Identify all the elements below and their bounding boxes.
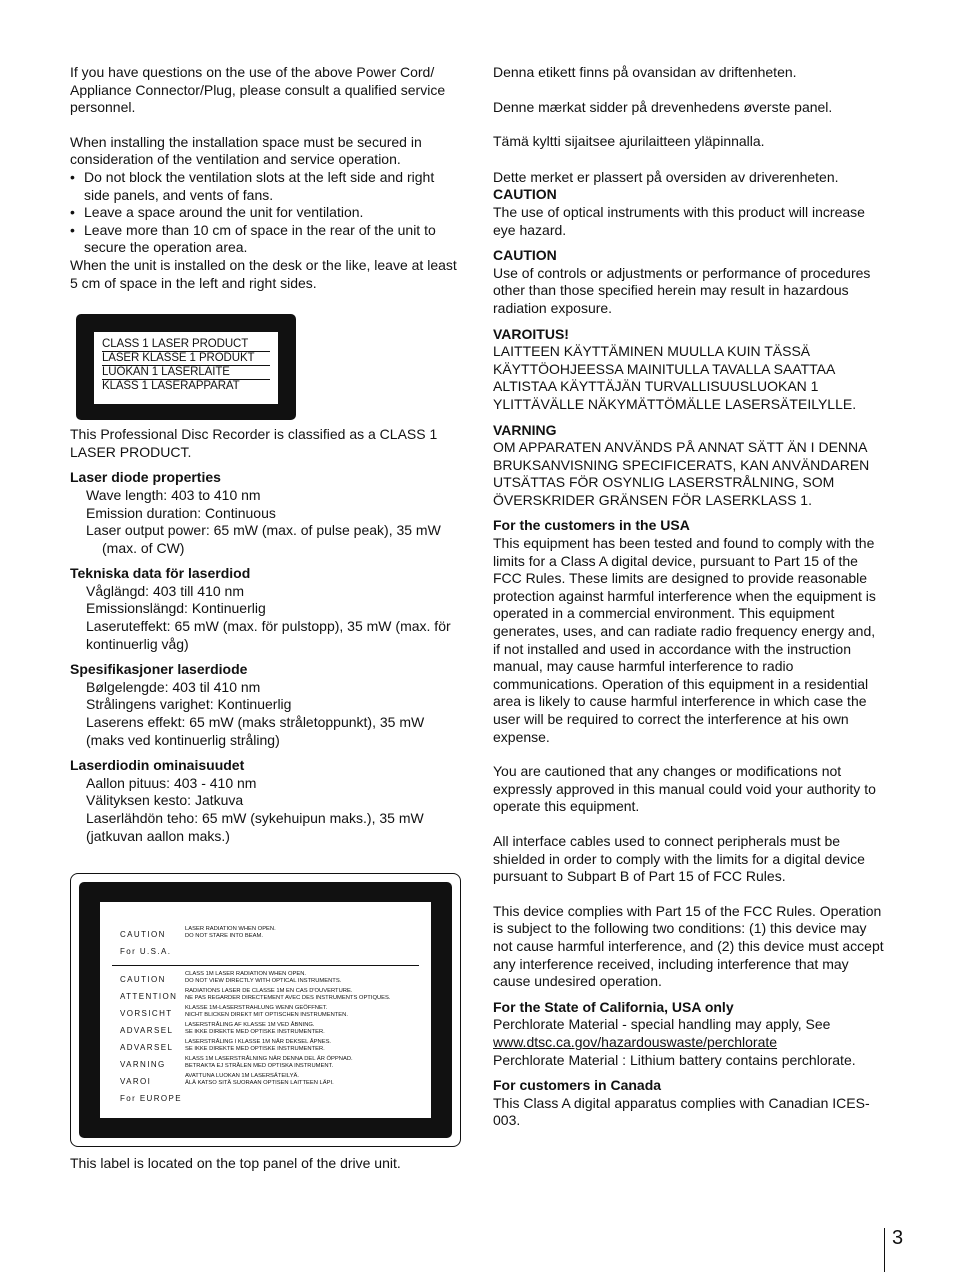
label-word: ATTENTION xyxy=(120,992,178,1002)
label-text: CLASS 1M LASER RADIATION WHEN OPEN. xyxy=(185,971,307,978)
caution-text: Use of controls or adjustments or performance of procedures other than those specified herein may result in hazardous radiation exposure. xyxy=(493,264,871,316)
label-text: LASERSTRÅLING AF KLASSE 1M VED ÅBNING. xyxy=(185,1022,315,1029)
section-heading: Spesifikasjoner laserdiode xyxy=(70,661,248,678)
bullet-item: • Leave more than 10 cm of space in the rear of the unit to secure the operation area. xyxy=(70,222,462,257)
label-text: RADIATIONS LASER DE CLASSE 1M EN CAS D'OUVERTURE. xyxy=(185,988,353,995)
installation-paragraph: When installing the installation space must be secured in consideration of the ventilation and service operation. xyxy=(70,133,422,168)
installation-bullets xyxy=(70,169,462,257)
label-location-line: Denne mærkat sidder på drevenhedens øverste panel. xyxy=(493,98,833,115)
label-word: ADVARSEL xyxy=(120,1043,174,1053)
label-location-line: Denna etikett finns på ovansidan av driftenheten. xyxy=(493,64,797,80)
laser-label-line: KLASS 1 LASERAPPARAT xyxy=(102,380,240,393)
page-number-divider xyxy=(884,1228,885,1272)
perchlorate-link[interactable]: www.dtsc.ca.gov/hazardouswaste/perchlorate xyxy=(493,1033,778,1050)
section-line: Våglängd: 403 till 410 nm xyxy=(86,582,244,599)
label-region: For U.S.A. xyxy=(120,947,172,957)
label-text: NICHT BLICKEN DIREKT MIT OPTISCHEN INSTRUMENTEN. xyxy=(185,1012,348,1019)
power-cord-paragraph: If you have questions on the use of the above Power Cord/ Appliance Connector/Plug, please consult a qualified service personnel. xyxy=(70,64,446,116)
perchlorate-text: Perchlorate Material - special handling may apply, See xyxy=(493,1016,831,1033)
section-line: Wave length: 403 to 410 nm xyxy=(86,486,261,503)
california-heading: For the State of California, USA only xyxy=(493,998,734,1015)
laser-section xyxy=(70,757,462,845)
section-line: Laseruteffekt: 65 mW (max. för pulstopp), 35 mW (max. för kontinuerlig våg) xyxy=(86,618,451,652)
section-line: Strålingens varighet: Kontinuerlig xyxy=(86,696,292,713)
label-location-paragraph: This label is located on the top panel of the drive unit. xyxy=(70,1155,401,1172)
label-text: DO NOT VIEW DIRECTLY WITH OPTICAL INSTRUMENTS. xyxy=(185,978,342,985)
label-text: BETRAKTA EJ STRÅLEN MED OPTISKA INSTRUMENT. xyxy=(185,1063,334,1070)
section-line: Välityksen kesto: Jatkuva xyxy=(86,792,244,809)
label-text: LASER RADIATION WHEN OPEN. xyxy=(185,926,276,933)
class1-laser-label xyxy=(76,314,296,420)
label-word: ADVARSEL xyxy=(120,1026,174,1036)
laser-label-line: CLASS 1 LASER PRODUCT xyxy=(102,338,270,352)
label-word: CAUTION xyxy=(120,975,166,985)
label-location-line: Tämä kyltti sijaitsee ajurilaitteen yläpinnalla. xyxy=(493,133,765,150)
laser-section xyxy=(70,469,462,557)
usa-heading: For the customers in the USA xyxy=(493,517,690,534)
varoitus-text: LAITTEEN KÄYTTÄMINEN MUULLA KUIN TÄSSÄ KÄYTTÖOHJEESSA MAINITULLA TAVALLA SAATTAA ALTISTAA KÄYTTÄJÄN TURVALLISUUSLUOKAN 1 YLITTÄVÄLLE NÄKYMÄTTÖMÄLLE LASERSÄTEILYLLE. xyxy=(493,343,857,412)
fcc-paragraph: All interface cables used to connect peripherals must be shielded in order to comply with the limits for a digital device pursuant to Subpart B of Part 15 of FCC Rules. xyxy=(493,832,865,885)
label-text: DO NOT STARE INTO BEAM. xyxy=(185,933,263,940)
section-heading: Laser diode properties xyxy=(70,469,221,486)
label-word: VORSICHT xyxy=(120,1009,173,1019)
label-text: AVATTUNA LUOKAN 1M LASERSÄTEILYÄ. xyxy=(185,1073,299,1080)
varoitus-heading: VAROITUS! xyxy=(493,325,569,342)
left-column xyxy=(70,64,462,1173)
section-line: Emission duration: Continuous xyxy=(86,504,276,521)
caution-text: The use of optical instruments with this product will increase eye hazard. xyxy=(493,203,865,238)
label-text: SE IKKE DIREKTE MED OPTISKE INSTRUMENTER. xyxy=(185,1029,325,1036)
caution-heading: CAUTION xyxy=(493,247,557,264)
fcc-paragraph: This equipment has been tested and found to comply with the limits for a Class A digital device, pursuant to Part 15 of the FCC Rules. These limits are designed to provide reasonable protection against harmful interference when the equipment is operated in a commercial environment. This equipment generates, uses, and can radiate radio frequency energy and, if not installed and used in accordance with the instruction manual, may cause harmful interference to radio communications. Operation of this equipment in a residential area is likely to cause harmful interference in which case the user will be required to correct the interference at his own expense. xyxy=(493,535,876,745)
section-heading: Tekniska data för laserdiod xyxy=(70,565,251,582)
bullet-item: • Leave a space around the unit for ventilation. xyxy=(70,204,462,222)
right-column xyxy=(493,64,885,1130)
label-word: VARNING xyxy=(120,1060,166,1070)
section-line: Laserens effekt: 65 mW (maks stråletoppunkt), 35 mW (maks ved kontinuerlig stråling) xyxy=(86,714,425,748)
laser-section xyxy=(70,565,462,653)
label-word: VAROI xyxy=(120,1077,152,1087)
varning-heading: VARNING xyxy=(493,421,557,438)
label-divider xyxy=(112,965,419,966)
label-text: KLASSE 1M-LASERSTRAHLUNG WENN GEÖFFNET. xyxy=(185,1005,328,1012)
label-text: SE IKKE DIREKTE MED OPTISKE INSTRUMENTER. xyxy=(185,1046,325,1053)
fcc-paragraph: This device complies with Part 15 of the FCC Rules. Operation is subject to the following two conditions: (1) this device may not cause harmful interference, and (2) this device must accept any interference received, including interference that may cause undesired operation. xyxy=(493,902,884,990)
page-number: 3 xyxy=(892,1227,904,1249)
laser-section xyxy=(70,661,462,749)
caution-label-image xyxy=(70,873,461,1147)
label-location-line: Dette merket er plassert på oversiden av driverenheten. xyxy=(493,168,839,185)
caution-heading: CAUTION xyxy=(493,186,557,203)
section-heading: Laserdiodin ominaisuudet xyxy=(70,757,245,774)
varning-text: OM APPARATEN ANVÄNDS PÅ ANNAT SÄTT ÄN I DENNA BRUKSANVISNING SPECIFICERATS, KAN ANVÄNDAREN UTSÄTTAS FÖR OSYNLIG LASERSTRÅLNING, SOM ÖVERSKRIDER GRÄNSEN FÖR LASERKLASS 1. xyxy=(493,439,870,508)
section-line: Aallon pituus: 403 - 410 nm xyxy=(86,774,257,791)
section-line: Laser output power: 65 mW (max. of pulse peak), 35 mW (max. of CW) xyxy=(86,522,441,556)
canada-text: This Class A digital apparatus complies with Canadian ICES-003. xyxy=(493,1094,870,1129)
canada-heading: For customers in Canada xyxy=(493,1077,662,1094)
section-line: Bølgelengde: 403 til 410 nm xyxy=(86,678,261,695)
label-text: LASERSTRÅLING I KLASSE 1M NÅR DEKSEL ÅPNES. xyxy=(185,1039,332,1046)
section-line: Laserlähdön teho: 65 mW (sykehuipun maks.), 35 mW (jatkuvan aallon maks.) xyxy=(86,810,424,844)
label-text: NE PAS REGARDER DIRECTEMENT AVEC DES INSTRUMENTS OPTIQUES. xyxy=(185,995,391,1002)
bullet-item: • Do not block the ventilation slots at the left side and right side panels, and vents of fans. xyxy=(70,169,462,204)
classification-paragraph: This Professional Disc Recorder is classified as a CLASS 1 LASER PRODUCT. xyxy=(70,426,438,460)
desk-paragraph: When the unit is installed on the desk or the like, leave at least 5 cm of space in the left and right sides. xyxy=(70,256,457,291)
label-region: For EUROPE xyxy=(120,1094,183,1104)
section-line: Emissionslängd: Kontinuerlig xyxy=(86,600,266,617)
laser-label-line: LASER KLASSE 1 PRODUKT xyxy=(102,352,270,366)
laser-label-line: LUOKAN 1 LASERLAITE xyxy=(102,366,270,380)
perchlorate-text: Perchlorate Material : Lithium battery contains perchlorate. xyxy=(493,1051,856,1068)
label-text: ÄLÄ KATSO SITÄ SUORAAN OPTISEN LAITTEEN LÄPI. xyxy=(185,1080,334,1087)
label-text: KLASS 1M LASERSTRÅLNING NÄR DENNA DEL ÄR ÖPPNAD. xyxy=(185,1056,353,1063)
label-word: CAUTION xyxy=(120,930,166,940)
fcc-paragraph: You are cautioned that any changes or modifications not expressly approved in this manual could void your authority to operate this equipment. xyxy=(493,763,876,815)
